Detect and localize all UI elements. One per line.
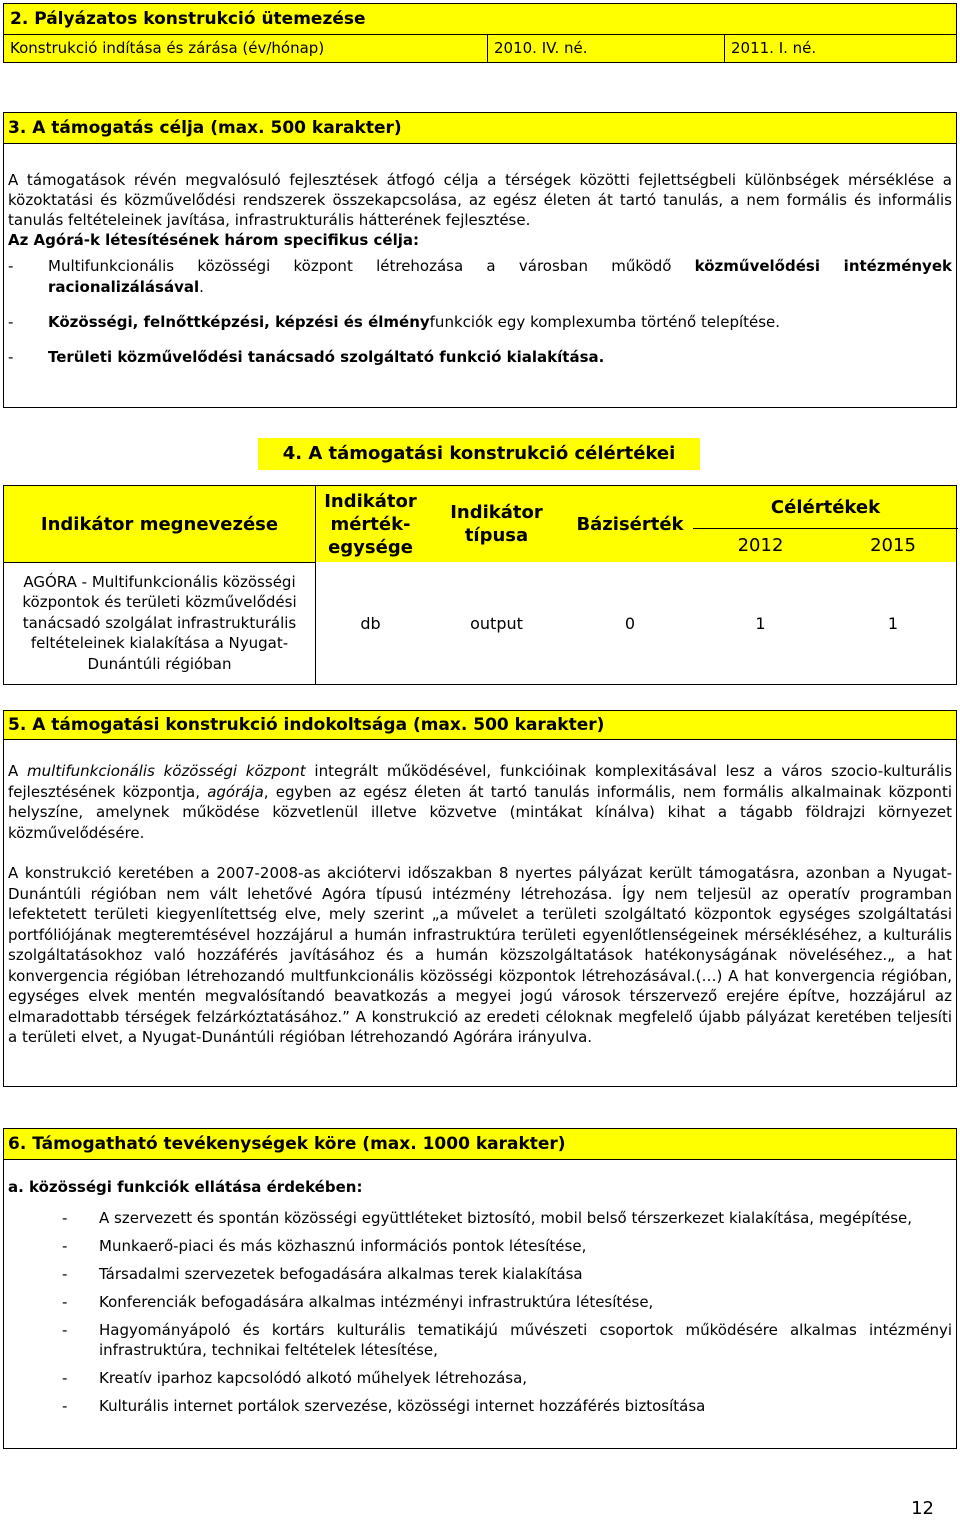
header-unit: Indikátor mérték-egysége (324, 490, 417, 558)
activity-item: - A szervezett és spontán közösségi együttléteket biztosító, mobil belső térszerkezet kialakítása, megépítése, (62, 1209, 913, 1227)
header-2012: 2012 (737, 534, 784, 556)
header-name: Indikátor megnevezése (40, 513, 279, 535)
indicator-2015: 1 (887, 613, 899, 633)
table-divider (4, 562, 315, 563)
goal-item: - Területi közművelődési tanácsadó szolgáltató funkció kialakítása. (8, 348, 605, 366)
activity-item: - Munkaerő-piaci és más közhasznú információs pontok létesítése, (62, 1237, 587, 1255)
activity-item: - Hagyományápoló és kortárs kulturális tematikájú művészeti csoportok működésére alkalmas intézményi infrastruktúra, technikai feltételek létesítése, (62, 1321, 952, 1359)
activity-item: - Konferenciák befogadására alkalmas intézményi infrastruktúra létesítése, (62, 1293, 654, 1311)
activities-list (4, 1208, 956, 1416)
indicator-name: AGÓRA - Multifunkcionális közösségi központok és területi közművelődési tanácsadó szolgálat infrastrukturális feltételeinek kialakítása a Nyugat-Dunántúli régióban (22, 572, 297, 673)
header-target: Célértékek (770, 496, 881, 518)
goal-item: - Multifunkcionális közösségi központ létrehozása a városban működő közművelődési intézmények racionalizálásával. (8, 257, 952, 296)
indicator-2012: 1 (755, 613, 766, 633)
header-base: Bázisérték (576, 513, 684, 535)
section-2-schedule (3, 3, 957, 63)
section-2-title: 2. Pályázatos konstrukció ütemezése (3, 3, 957, 34)
indicator-unit: db (360, 613, 381, 633)
activity-item: - Társadalmi szervezetek befogadására alkalmas terek kialakítása (62, 1265, 583, 1283)
section-3-title: 3. A támogatás célja (max. 500 karakter) (4, 113, 956, 144)
schedule-end: 2011. I. né. (731, 39, 817, 57)
section-6-title: 6. Támogatható tevékenységek köre (max. 1000 karakter) (4, 1129, 956, 1160)
section-4-title: 4. A támogatási konstrukció célértékei (258, 438, 700, 470)
section-5-justification (3, 710, 957, 1087)
indicator-table (3, 485, 957, 685)
goal-item: - Közösségi, felnőttképzési, képzési és élményfunkciók egy komplexumba történő telepítése. (8, 313, 781, 331)
page-number: 12 (911, 1498, 934, 1519)
justification-paragraph-2: A konstrukció keretében a 2007-2008-as akciótervi időszakban 8 nyertes pályázat került támogatásra, azonban a Nyugat-Dunántúli régióban nem vált lehetővé Agóra típusú intézmény létrehozása. Így nem teljesül az operatív programban lefektetett területi kiegyenlítettség elve, mely szerint „a művelet a területi szolgáltató központok egységes szolgáltatási portfóliójának megteremtésével hozzájárul a humán infrastruktúra területi egyenlőtlenségeinek mérsékléséhez, a kulturális szolgáltatásokhoz való hozzáférés javításához és a humán közszolgáltatások hatékonyságának növeléséhez.„ a hat konvergencia régióban létrehozandó multfunkcionális közösségi központok létrehozásával.(…) A hat konvergencia régióban, egységes elvek mentén megvalósítandó beavatkozás a megyei jogú városok térszervező erejére építve, hozzájárul az elmaradottabb térségek felzárkóztatásához.” A konstrukció az eredeti céloknak megfelelő újabb pályázat keretében teljesíti a területi elvet, a Nyugat-Dunántúli régióban létrehozandó Agórára irányulva. (8, 864, 952, 1046)
justification-paragraph-1: A multifunkcionális közösségi központ integrált működésével, funkcióinak komplexitásával lesz a város szocio-kulturális fejlesztésének központja, agórája, egyben az egész életen át tartó tanulás informális, nem formális alkalmainak központi helyszíne, amelynek működése közvetlenül illetve közvetve (mintákat kínálva) kihat a tágabb földrajzi környezet közművelődésére. (8, 762, 953, 842)
section-6-activities (3, 1128, 957, 1449)
table-divider (315, 486, 316, 684)
schedule-row (3, 34, 957, 63)
table-divider (693, 528, 958, 529)
header-type: Indikátor típusa (450, 502, 543, 546)
header-2015: 2015 (870, 534, 916, 556)
section-3-intro: A támogatások révén megvalósuló fejlesztések átfogó célja a térségek közötti fejlettségbeli különbségek mérséklése a közoktatási és közművelődési rendszerek összekapcsolása, az egész életen át tartó tanulás, a nem formális és informális tanulás feltételeinek javítása, infrastrukturális hátterének fejlesztése. (8, 171, 952, 229)
indicator-base: 0 (624, 613, 636, 633)
activity-item: - Kreatív iparhoz kapcsolódó alkotó műhelyek létrehozása, (62, 1369, 528, 1387)
activity-item: - Kulturális internet portálok szervezése, közösségi internet hozzáférés biztosítása (62, 1397, 706, 1415)
section-3-goals (3, 112, 957, 408)
schedule-label: Konstrukció indítása és zárása (év/hónap) (4, 35, 488, 62)
indicator-type: output (470, 613, 523, 633)
section-5-title: 5. A támogatási konstrukció indokoltsága (max. 500 karakter) (4, 711, 956, 740)
activities-subheading: a. közösségi funkciók ellátása érdekében: (8, 1178, 363, 1196)
schedule-start: 2010. IV. né. (488, 35, 725, 62)
goals-heading: Az Agórá-k létesítésének három specifikus célja: (8, 231, 419, 249)
